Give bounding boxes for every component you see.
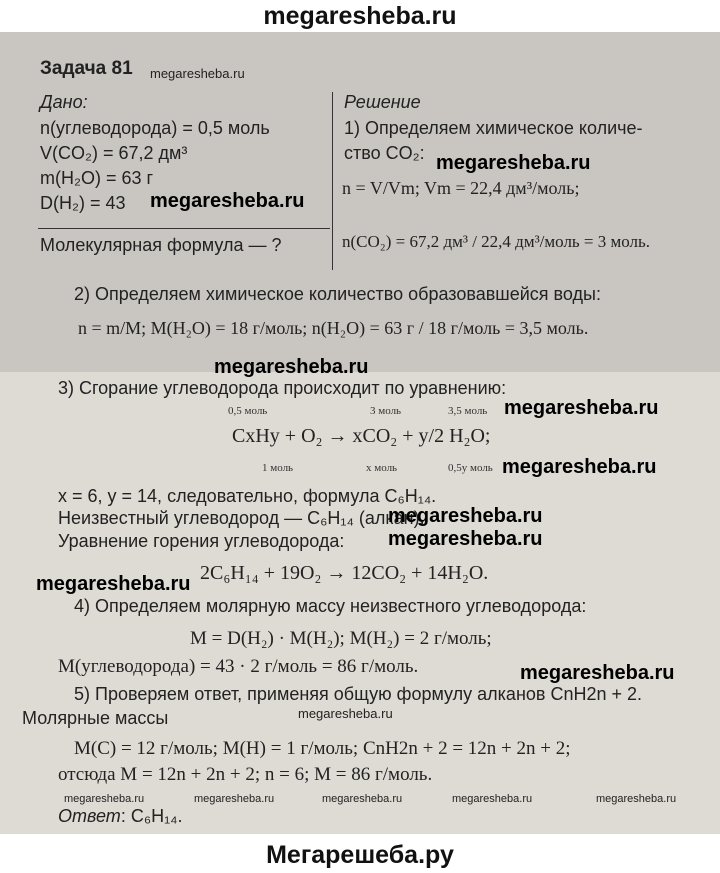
task-title: Задача 81 xyxy=(40,58,133,79)
site-footer[interactable]: Мегарешеба.ру xyxy=(266,841,454,869)
watermark: megaresheba.ru xyxy=(388,505,543,527)
watermark: megaresheba.ru xyxy=(214,356,369,378)
watermark: megaresheba.ru xyxy=(596,793,677,805)
step4-calc: M(углеводорода) = 43 · 2 г/моль = 86 г/моль. xyxy=(58,656,419,677)
watermark: megaresheba.ru xyxy=(194,793,275,805)
step2-title: 2) Определяем химическое количество образовавшейся воды: xyxy=(74,284,601,304)
watermark: megaresheba.ru xyxy=(436,152,591,174)
result-xy: x = 6, y = 14, следовательно, формула C₆H₁₄. xyxy=(58,486,437,506)
watermark: megaresheba.ru xyxy=(520,662,675,684)
molar-masses-label: Молярные массы xyxy=(22,708,169,728)
given-line: n(углеводорода) = 0,5 моль xyxy=(40,118,270,138)
step4-formula: M = D(H₂) · M(H₂); M(H₂) = 2 г/моль; xyxy=(190,628,492,649)
find-line: Молекулярная формула — ? xyxy=(40,235,282,255)
unknown-hydrocarbon: Неизвестный углеводород — C₆H₁₄ (алкан). xyxy=(58,508,425,528)
site-header[interactable]: megaresheba.ru xyxy=(263,2,457,30)
watermark: megaresheba.ru xyxy=(36,573,191,595)
step3-title: 3) Сгорание углеводорода происходит по уравнению: xyxy=(58,378,507,398)
step5-result: отсюда M = 12n + 2n + 2; n = 6; M = 86 г/моль. xyxy=(58,764,433,785)
step5-calc: M(C) = 12 г/моль; M(H) = 1 г/моль; CnH2n + 2 = 12n + 2n + 2; xyxy=(74,738,571,759)
step1-text: 1) Определяем химическое количе- xyxy=(344,118,643,138)
equation-annotation: 1 моль xyxy=(262,462,294,474)
solution-label: Решение xyxy=(344,92,421,112)
step1-calc: n(CO₂) = 67,2 дм³ / 22,4 дм³/моль = 3 моль. xyxy=(342,232,651,251)
given-divider xyxy=(38,228,330,229)
equation-annotation: x моль xyxy=(366,462,398,474)
combustion-title: Уравнение горения углеводорода: xyxy=(58,531,345,551)
answer-value: C₆H₁₄. xyxy=(130,806,183,826)
step1-text: ство CO₂: xyxy=(344,143,425,163)
combustion-equation: 2C₆H₁₄ + 19O₂ → 12CO₂ + 14H₂O. xyxy=(200,562,489,584)
reaction-equation: CxHy + O₂ → xCO₂ + y/2 H₂O; xyxy=(232,425,491,447)
given-line: m(H₂O) = 63 г xyxy=(40,168,154,188)
watermark: megaresheba.ru xyxy=(502,456,657,478)
watermark: megaresheba.ru xyxy=(388,528,543,550)
step1-formula: n = V/Vm; Vm = 22,4 дм³/моль; xyxy=(342,178,580,198)
column-divider xyxy=(332,92,333,270)
given-label: Дано: xyxy=(40,92,88,112)
answer-label: Ответ xyxy=(58,806,121,826)
given-line: D(H₂) = 43 xyxy=(40,193,126,213)
watermark: megaresheba.ru xyxy=(322,793,403,805)
watermark: megaresheba.ru xyxy=(452,793,533,805)
watermark: megaresheba.ru xyxy=(150,66,245,81)
answer-line: Ответ: C₆H₁₄. xyxy=(58,806,183,826)
step4-title: 4) Определяем молярную массу неизвестного углеводорода: xyxy=(74,596,587,616)
step5-title: 5) Проверяем ответ, применяя общую формулу алканов CnH2n + 2. xyxy=(74,684,643,704)
watermark: megaresheba.ru xyxy=(504,397,659,419)
watermark: megaresheba.ru xyxy=(64,793,145,805)
watermark: megaresheba.ru xyxy=(298,706,393,721)
equation-annotation: 0,5y моль xyxy=(448,462,493,474)
equation-annotation: 3 моль xyxy=(370,405,402,417)
equation-annotation: 0,5 моль xyxy=(228,405,268,417)
watermark: megaresheba.ru xyxy=(150,190,305,212)
equation-annotation: 3,5 моль xyxy=(448,405,488,417)
given-line: V(CO₂) = 67,2 дм³ xyxy=(40,143,188,163)
step2-calc: n = m/M; M(H₂O) = 18 г/моль; n(H₂O) = 63 г / 18 г/моль = 3,5 моль. xyxy=(78,318,589,338)
